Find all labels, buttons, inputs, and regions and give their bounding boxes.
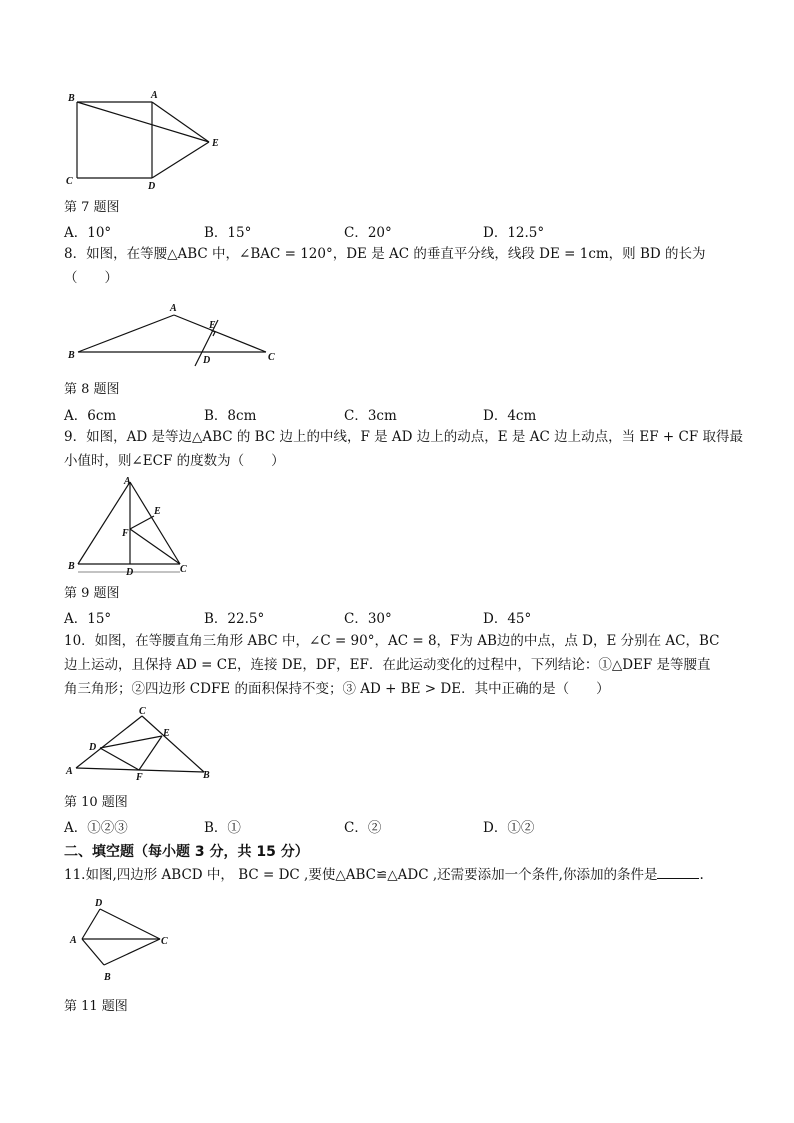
q10-option-b[interactable]: B．① bbox=[204, 820, 241, 836]
q11-stem bbox=[64, 866, 704, 884]
q8-label-c: C bbox=[268, 352, 275, 363]
q9-label-b: B bbox=[68, 561, 75, 572]
q7-label-b: B bbox=[68, 93, 75, 104]
q9-caption: 第 9 题图 bbox=[64, 586, 120, 601]
q10-stem-line-3: 角三角形；②四边形 CDFE 的面积保持不变；③ AD + BE > DE．其中正确的是（ ） bbox=[64, 681, 610, 697]
q7-option-b[interactable]: B．15° bbox=[204, 225, 252, 241]
q7-caption: 第 7 题图 bbox=[64, 200, 120, 215]
q11-label-c: C bbox=[161, 936, 168, 947]
q9-option-d[interactable]: D．45° bbox=[483, 611, 532, 627]
q8-stem-line-2: （ ） bbox=[64, 270, 118, 286]
q7-label-a: A bbox=[151, 90, 158, 101]
q7-figure bbox=[62, 88, 232, 193]
section-title: 二、填空题（每小题 3 分，共 15 分） bbox=[64, 844, 309, 860]
q8-label-a: A bbox=[170, 303, 177, 314]
q10-option-a[interactable]: A．①②③ bbox=[64, 820, 128, 836]
q9-label-a: A bbox=[124, 476, 131, 487]
q7-option-d[interactable]: D．12.5° bbox=[483, 225, 545, 241]
q9-figure bbox=[62, 474, 202, 580]
q7-label-e: E bbox=[212, 138, 219, 149]
q11-label-d: D bbox=[95, 898, 103, 909]
q10-label-c: C bbox=[139, 706, 146, 717]
q9-label-d: D bbox=[126, 567, 134, 578]
q8-label-e: E bbox=[209, 320, 216, 331]
q9-label-c: C bbox=[180, 564, 187, 575]
q9-label-e: E bbox=[154, 506, 161, 517]
q7-option-c[interactable]: C．20° bbox=[344, 225, 392, 241]
q11-caption: 第 11 题图 bbox=[64, 999, 128, 1014]
q8-option-c[interactable]: C．3cm bbox=[344, 408, 397, 424]
q10-option-d[interactable]: D．①② bbox=[483, 820, 535, 836]
q8-option-d[interactable]: D．4cm bbox=[483, 408, 537, 424]
q8-caption: 第 8 题图 bbox=[64, 382, 120, 397]
q8-option-b[interactable]: B．8cm bbox=[204, 408, 257, 424]
q10-figure bbox=[62, 704, 222, 786]
q11-answer-blank[interactable] bbox=[657, 866, 699, 879]
q10-option-c[interactable]: C．② bbox=[344, 820, 382, 836]
q10-label-f: F bbox=[136, 772, 143, 783]
q11-figure bbox=[62, 893, 182, 988]
q11-stem-end: . bbox=[699, 867, 704, 883]
q10-caption: 第 10 题图 bbox=[64, 795, 128, 810]
q9-option-b[interactable]: B．22.5° bbox=[204, 611, 265, 627]
q11-label-a: A bbox=[70, 935, 77, 946]
q9-option-c[interactable]: C．30° bbox=[344, 611, 392, 627]
q9-stem-line-1: 9．如图，AD 是等边△ABC 的 BC 边上的中线，F 是 AD 边上的动点，E 是 AC 边上动点，当 EF + CF 取得最 bbox=[64, 429, 743, 445]
q9-stem-line-2: 小值时，则∠ECF 的度数为（ ） bbox=[64, 453, 285, 469]
q9-label-f: F bbox=[122, 528, 129, 539]
q8-figure bbox=[62, 298, 282, 370]
q10-stem-line-2: 边上运动，且保持 AD = CE，连接 DE，DF，EF．在此运动变化的过程中，下列结论：①△DEF 是等腰直 bbox=[64, 657, 711, 673]
q10-label-a: A bbox=[66, 766, 73, 777]
q8-option-a[interactable]: A．6cm bbox=[64, 408, 117, 424]
q8-label-d: D bbox=[203, 355, 211, 366]
q8-label-b: B bbox=[68, 350, 75, 361]
q7-label-d: D bbox=[148, 181, 156, 192]
q10-label-e: E bbox=[163, 728, 170, 739]
q10-stem-line-1: 10．如图，在等腰直角三角形 ABC 中，∠C = 90°，AC = 8，F为 AB边的中点，点 D，E 分别在 AC，BC bbox=[64, 633, 720, 649]
q9-option-a[interactable]: A．15° bbox=[64, 611, 112, 627]
q8-stem-line-1: 8．如图，在等腰△ABC 中，∠BAC = 120°，DE 是 AC 的垂直平分线，线段 DE = 1cm，则 BD 的长为 bbox=[64, 246, 706, 262]
q11-label-b: B bbox=[104, 972, 111, 983]
q11-stem-text: 11.如图,四边形 ABCD 中， BC = DC ,要使△ABC≌△ADC ,还需要添加一个条件,你添加的条件是 bbox=[64, 867, 658, 883]
q7-label-c: C bbox=[66, 176, 73, 187]
q7-option-a[interactable]: A．10° bbox=[64, 225, 112, 241]
q10-label-d: D bbox=[89, 742, 97, 753]
q10-label-b: B bbox=[203, 770, 210, 781]
